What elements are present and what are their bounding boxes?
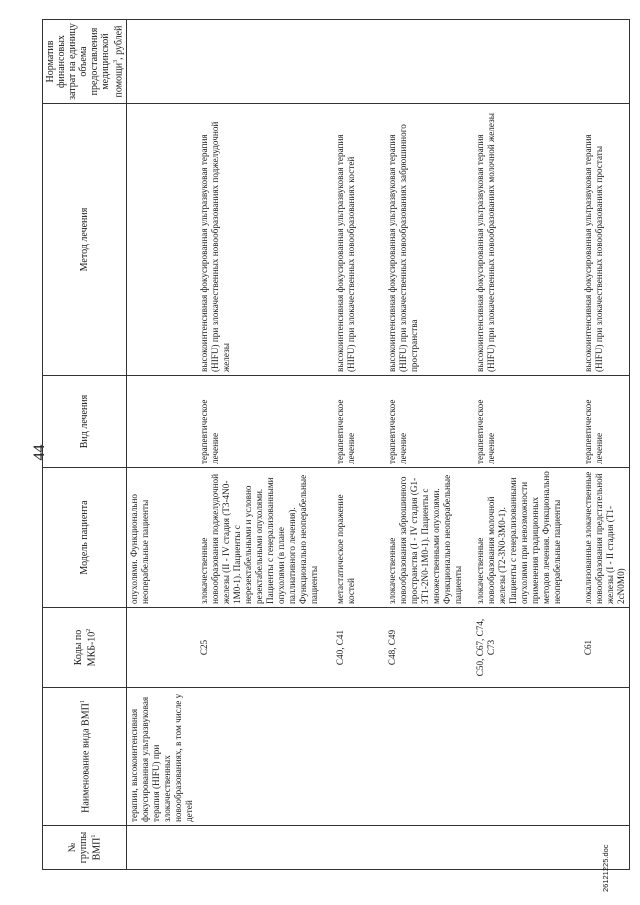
cell-name xyxy=(473,688,581,826)
document-file-id: 26121225.doc xyxy=(601,844,610,892)
header-treatment-type: Вид лечения xyxy=(43,376,127,468)
cell-code xyxy=(127,608,198,688)
table-header-row xyxy=(43,20,127,870)
cell-name xyxy=(385,688,473,826)
cell-type xyxy=(127,376,198,468)
cell-code: C50, C67, C74, C73 xyxy=(473,608,581,688)
cell-name xyxy=(333,688,385,826)
cell-model: злокачественные новообразования поджелудочной железы (II - IV стадия (T3-4N0-1M0-1). Пациенты с нерезектабельными и условно резектабельными опухолями. Пациенты с генерализованными опухолями (в плане паллиативного лечения). Функционально неоперабельные пациенты xyxy=(197,468,333,608)
header-group-no: № группы ВМП$^1$ xyxy=(43,826,127,870)
cell-type: терапевтическое лечение xyxy=(385,376,473,468)
cell-group xyxy=(197,826,333,870)
cell-name: терапии, высокоинтенсивная фокусированная ультразвуковая терапия (HIFU) при злокачественных новообразованиях, в том числе у детей xyxy=(127,688,198,826)
cell-norm xyxy=(333,20,385,104)
header-norm: Норматив финансовых затрат на единицу объема предоставления медицинской помощи$^3$, рублей xyxy=(43,20,127,104)
cell-group xyxy=(473,826,581,870)
page-number: 44 xyxy=(31,444,48,461)
table-row xyxy=(127,20,198,870)
cell-type: терапевтическое лечение xyxy=(581,376,630,468)
header-icd-codes: Коды по МКБ-$10^2$ xyxy=(43,608,127,688)
cell-name xyxy=(581,688,630,826)
cell-type: терапевтическое лечение xyxy=(473,376,581,468)
cell-name xyxy=(197,688,333,826)
cell-norm xyxy=(581,20,630,104)
cell-group xyxy=(127,826,198,870)
header-name: Наименование вида ВМП$^1$ xyxy=(43,688,127,826)
table-row xyxy=(385,20,473,870)
table-row xyxy=(197,20,333,870)
cell-norm xyxy=(473,20,581,104)
treatment-table xyxy=(42,19,630,870)
cell-model: злокачественные новообразования забрюшинного пространства (I - IV стадия (G1-3T1-2N0-1M0-1). Пациенты с множественными опухолями. Функционально неоперабельные пациенты xyxy=(385,468,473,608)
cell-type: терапевтическое лечение xyxy=(333,376,385,468)
cell-method: высокоинтенсивная фокусированная ультразвуковая терапия (HIFU) при злокачественных новообразованиях молочной железы xyxy=(473,104,581,376)
cell-code: C40, C41 xyxy=(333,608,385,688)
cell-model: злокачественные новообразования молочной железы (T2-3N0-3M0-1). Пациенты с генерализованными опухолями при невозможности применения традиционных методов лечения. Функционально неоперабельные пациенты xyxy=(473,468,581,608)
cell-method: высокоинтенсивная фокусированная ультразвуковая терапия (HIFU) при злокачественных новообразованиях костей xyxy=(333,104,385,376)
cell-type: терапевтическое лечение xyxy=(197,376,333,468)
table-row xyxy=(473,20,581,870)
cell-group xyxy=(385,826,473,870)
cell-method: высокоинтенсивная фокусированная ультразвуковая терапия (HIFU) при злокачественных новообразованиях простаты xyxy=(581,104,630,376)
cell-norm xyxy=(197,20,333,104)
cell-method xyxy=(127,104,198,376)
cell-method: высокоинтенсивная фокусированная ультразвуковая терапия (HIFU) при злокачественных новообразованиях поджелудочной железы xyxy=(197,104,333,376)
table-row xyxy=(333,20,385,870)
cell-code: C61 xyxy=(581,608,630,688)
cell-method: высокоинтенсивная фокусированная ультразвуковая терапия (HIFU) при злокачественных новообразованиях забрюшинного пространства xyxy=(385,104,473,376)
header-patient-model: Модель пациента xyxy=(43,468,127,608)
cell-code: C48, C49 xyxy=(385,608,473,688)
cell-code: C25 xyxy=(197,608,333,688)
cell-model: опухолями. Функционально неоперабельные пациенты xyxy=(127,468,198,608)
cell-group xyxy=(333,826,385,870)
cell-model: локализованные злокачественные новообразования предстательной железы (I - II стадия (T1-2cN0M0) xyxy=(581,468,630,608)
cell-norm xyxy=(127,20,198,104)
cell-model: метастатическое поражение костей xyxy=(333,468,385,608)
header-method: Метод лечения xyxy=(43,104,127,376)
table-row xyxy=(581,20,630,870)
cell-norm xyxy=(385,20,473,104)
